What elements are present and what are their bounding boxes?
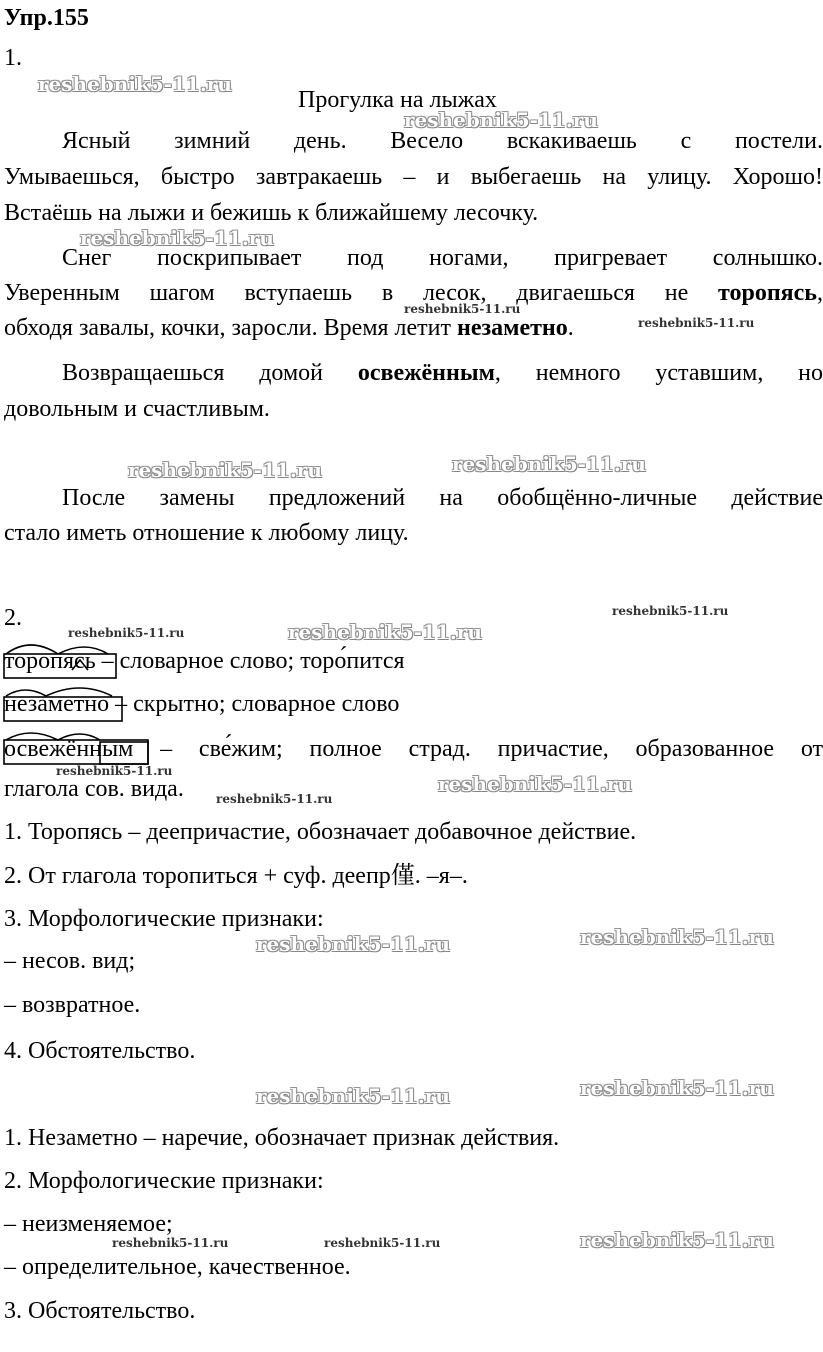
exercise-title: Упр.155 <box>4 5 89 31</box>
analysis-a-2: 2. От глагола торопиться + суф. деепр僅. –я–. <box>4 863 468 889</box>
story-title: Прогулка на лыжах <box>298 87 497 113</box>
note-line-1: После замены предложений на обобщённо-личные действие <box>62 485 823 511</box>
analysis-b-1: 1. Незаметно – наречие, обозначает признак действия. <box>4 1125 560 1151</box>
watermark: reshebnik5-11.ru <box>580 1076 774 1100</box>
watermark: reshebnik5-11.ru <box>38 72 232 96</box>
analysis-a-5: – возвратное. <box>4 992 141 1018</box>
analysed-word: незаметно <box>4 691 110 717</box>
bold-word-toropyas: торопясь <box>718 280 817 306</box>
word-description: – словарное слово; торо́пится <box>95 648 405 674</box>
watermark: reshebnik5-11.ru <box>68 626 185 640</box>
watermark: reshebnik5-11.ru <box>324 1236 441 1250</box>
paragraph-3-line-2: довольным и счастливым. <box>4 396 270 422</box>
watermark: reshebnik5-11.ru <box>256 1084 450 1108</box>
paragraph-2-line-3: обходя завалы, кочки, заросли. Время летит незаметно. <box>4 315 574 341</box>
word-description: – све́жим; полное страд. причастие, образованное от <box>133 736 823 762</box>
section-1-number: 1. <box>4 45 22 71</box>
analysis-a-3: 3. Морфологические признаки: <box>4 906 324 932</box>
watermark: reshebnik5-11.ru <box>404 108 598 132</box>
analysis-b-4: – определительное, качественное. <box>4 1254 351 1280</box>
watermark: reshebnik5-11.ru <box>452 452 646 476</box>
watermark: reshebnik5-11.ru <box>404 302 521 316</box>
paragraph-2-line-1: Снег поскрипывает под ногами, пригревает солнышко. <box>62 245 823 271</box>
watermark: reshebnik5-11.ru <box>216 792 333 806</box>
word-analysis-1 <box>4 647 405 675</box>
watermark: reshebnik5-11.ru <box>438 772 632 796</box>
watermark: reshebnik5-11.ru <box>128 458 322 482</box>
paragraph-1-line-3: Встаёшь на лыжи и бежишь к ближайшему лесочку. <box>4 200 539 226</box>
analysed-word: торопясь <box>4 648 96 674</box>
watermark: reshebnik5-11.ru <box>580 1228 774 1252</box>
analysis-a-1: 1. Торопясь – деепричастие, обозначает добавочное действие. <box>4 819 637 845</box>
watermark: reshebnik5-11.ru <box>580 925 774 949</box>
paragraph-1-line-1: Ясный зимний день. Весело вскакиваешь с постели. <box>62 128 823 154</box>
paragraph-1-line-2: Умываешься, быстро завтракаешь – и выбегаешь на улицу. Хорошо! <box>4 164 823 190</box>
watermark: reshebnik5-11.ru <box>80 226 274 250</box>
analysis-b-2: 2. Морфологические признаки: <box>4 1168 324 1194</box>
analysis-b-3: – неизменяемое; <box>4 1211 173 1237</box>
word-description: – скрытно; словарное слово <box>109 691 400 717</box>
watermark: reshebnik5-11.ru <box>638 316 755 330</box>
watermark: reshebnik5-11.ru <box>112 1236 229 1250</box>
note-line-2: стало иметь отношение к любому лицу. <box>4 520 409 546</box>
section-2-number: 2. <box>4 605 22 631</box>
bold-word-osvezhennym: освежённым <box>357 360 495 386</box>
analysed-word: освежённым <box>4 736 134 762</box>
watermark: reshebnik5-11.ru <box>612 604 729 618</box>
word-analysis-2 <box>4 690 399 718</box>
paragraph-3-line-1: Возвращаешься домой освежённым, немного уставшим, но <box>62 360 823 386</box>
analysis-a-4: – несов. вид; <box>4 948 136 974</box>
watermark: reshebnik5-11.ru <box>288 620 482 644</box>
watermark: reshebnik5-11.ru <box>256 932 450 956</box>
word-analysis-3-continued: глагола сов. вида. <box>4 776 184 802</box>
watermark: reshebnik5-11.ru <box>56 764 173 778</box>
analysis-a-6: 4. Обстоятельство. <box>4 1038 196 1064</box>
bold-word-nezametno: незаметно <box>457 315 568 341</box>
paragraph-2-line-2: Уверенным шагом вступаешь в лесок, двигаешься не торопясь, <box>4 280 823 306</box>
word-analysis-3 <box>4 732 823 767</box>
analysis-b-5: 3. Обстоятельство. <box>4 1298 196 1324</box>
